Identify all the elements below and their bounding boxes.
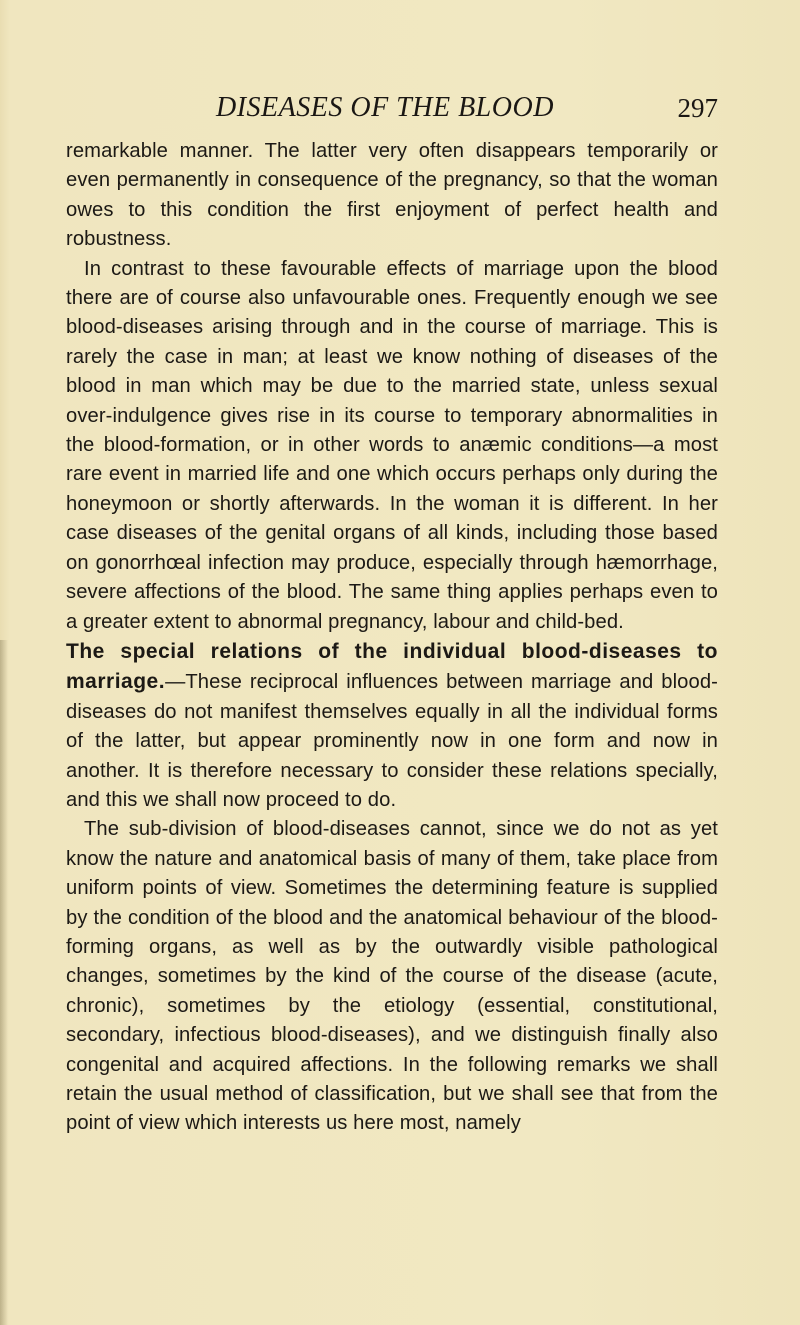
section-heading: The special relations of the individual blood-diseases to marriage.: [66, 639, 718, 694]
paragraph-3: [66, 637, 718, 815]
body-text: [66, 137, 718, 1139]
page-header: [66, 92, 718, 132]
paragraph-3-text: —These reciprocal influences between marriage and blood-diseases do not manifest themselves equally in all the individual forms of the latter, but appear prominently now in one form and now in another. It is therefore necessary to consider these relations specially, and this we shall now proceed to do.: [66, 671, 718, 811]
page-fold-shadow: [0, 640, 8, 1325]
paragraph-4: The sub-division of blood-diseases cannot, since we do not as yet know the nature and anatomical basis of many of them, take place from uniform points of view. Sometimes the determining feature is supplied by the condition of the blood and the anatomical behaviour of the blood-forming organs, as well as by the outwardly visible pathological changes, sometimes by the kind of the course of the disease (acute, chronic), sometimes by the etiology (essential, constitutional, secondary, infectious blood-diseases), and we distinguish finally also congenital and acquired affections. In the following remarks we shall retain the usual method of classification, but we shall see that from the point of view which interests us here most, namely: [66, 818, 718, 1135]
paragraph-2: In contrast to these favourable effects of marriage upon the blood there are of course also unfavourable ones. Frequently enough we see blood-diseases arising through and in the course of marriage. This is rarely the case in man; at least we know nothing of diseases of the blood in man which may be due to the married state, unless sexual over-indulgence gives rise in its course to temporary abnormalities in the blood-formation, or in other words to anæmic conditions—a most rare event in married life and one which occurs perhaps only during the honeymoon or shortly afterwards. In the woman it is different. In her case diseases of the genital organs of all kinds, including those based on gonorrhœal infection may produce, especially through hæmorrhage, severe affections of the blood. The same thing applies perhaps even to a greater extent to abnormal pregnancy, labour and child-bed.: [66, 257, 718, 633]
page-number: 297: [677, 93, 718, 123]
paragraph-1: remarkable manner. The latter very often disappears temporarily or even permanently in consequence of the pregnancy, so that the woman owes to this condition the first enjoyment of perfect health and robustness.: [66, 140, 718, 251]
running-head: DISEASES OF THE BLOOD: [216, 92, 554, 123]
